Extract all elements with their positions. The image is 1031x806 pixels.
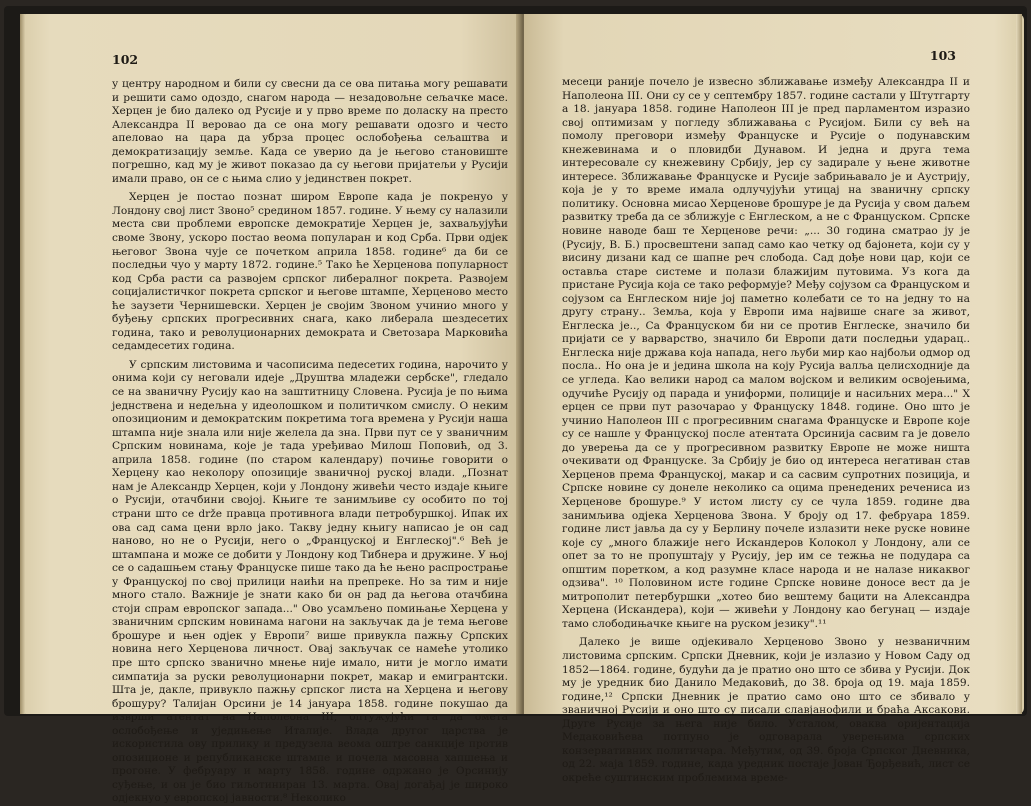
left-page-edge <box>20 14 25 714</box>
paragraph: Далеко је више одјекивало Херценово Звоно у незваничним листовима српским. Српски Дневник, који је излазио у Новом Саду од 1852—1864. године, будући да је пратио оно што се збива у Русији. Док му је уредник био Данило Медаковић, до 38. броја од 19. маја 1859. године,¹² Српски Дневник је пратио само оно што се збивало у званичној Русији и оно што су писали славјанофили и браћа Аксакови. Друге Русије за њега није било. Усталом, оваква оријентација Медаковићева потпуно је одговарала уверењима српских конзервативних политичара. Међутим, од 39. броја Српског Дневника, од 22. маја 1859. године, када уредник постаје Јован Ђорђевић, лист се окреће суштинским проблемима време- <box>562 636 970 784</box>
page-number: 102 <box>112 52 139 67</box>
paragraph: Херцен је постао познат широм Европе када је покренуо у Лондону свој лист Звоно⁵ средином 1857. године. У њему су налазили места сви проблеми европске демократије Херцен је, захваљујући своме Звону, ускоро постао веома популаран и код Срба. Први одјек његовог Звона чује се почетком априла 1858. године⁶ да би се последњи чуо у марту 1872. године.⁵ Тако ће Херценова популарност код Срба расти са развојем српског либералног покрета. Развојем социјалистичког покрета српског и његове штампе, Херценово место ће заузети Чернишевски. Херцен је својим Звоном учинио много у буђењу српских прогресивних снага, како либерала шездесетих година, тако и револуционарних демократа и Светозара Марковића седамдесетих година. <box>112 191 508 353</box>
left-page-text <box>112 78 508 806</box>
paragraph: У српским листовима и часописима педесетих година, нарочито у онима који су неговали идеје „Друштва младежи сербске", гледало се на званичну Русију као на заштитницу Словена. Русија је по њима једнствена и недељна у идеолошком и политичком смислу. О неким опозиционим и демократским покретима тога времена у Русији наша штампа није знала или није желела да зна. Први пут се у званичним Српским новинама, које је тада уређивао Милош Поповић, од 3. априла 1858. године (по старом календару) почиње говорити о Херцену као неколору опозиције званичној руској влади. „Познат нам је Александр Херцен, који у Лондону живећи често издаје књиге о Русији, отачбини својој. Књиге те занимљиве су особито по тој страни што се držе правца противнога влади петробуршкој. Ипак их ова сад сама цени врло јако. Такву једну књигу написао је он сад нанoво, но не о Русији, него о „Француској и Енглеској".⁶ Већ је штампана и може се добити у Лондону код Тибнера и дружине. У њој се о садашњем стању Француске пише тако да ће њено распрострање у Француској по свој прилици наићи на препреке. Но за тим и није много стало. Важније је знати како би он рад да његова отачбина стоји спрам европског запада..." Ово усамљено помињање Херцена у званичним српским новинама нагони на закључак да је тема његове брошуре и њен одјек у Европи⁷ више привукла пажњу Српских новина него Херценова личност. Овај закључак се намеће утолико пре што српско званично мнење није имало, нити је могло имати симпатија за руски револуционарни покрет, макар и емигрантски. Шта је, дакле, привукло пажњу српског листа на Херцена и његову брошуру? Талијан Орсини је 14 јануара 1858. године покушао да изврши атентат на Наполеона III, оптужујући га да омета ослобођење и уједињење Италије. Влада другог царства је искористила ову прилику и предузела веома оштре санкције против опозиционе и републиканске штампе и почела масовна хапшења и прогоне. У фебруару и марту 1858. године одржано је Орсинију суђење, и он је био гиљотиниран 13. марта. Овај догађај је широко одјекнуо у европској јавности.⁸ Неколико <box>112 358 508 805</box>
page-number: 103 <box>929 48 956 63</box>
right-page-edge <box>1016 14 1022 714</box>
paragraph: у центру народном и били су свесни да се ова питања могу решавати и решити само одоздо, снагом народа — незадовољне сељачке масе. Херцен је био далеко од Русије и у прво време по доласку на престо Александра II веровао да се она могу решавати одозго и често апеловао на цара да убрза процес ослобођења сељаштва и демократизацију земље. Када се уверио да је његово становиште погрешно, кад му је живот показао да су његови пријатељи у Русији имали право, он се с њима слио у јединствен покрет. <box>112 78 508 185</box>
right-page <box>524 14 1024 784</box>
open-book <box>4 6 1027 805</box>
right-page-text <box>562 76 970 785</box>
paragraph: месеци раније почело је извесно зближавање између Александра II и Наполеона III. Они су се у септембру 1857. године састали у Штутгарту а 18. јануара 1858. године Наполеон III је пред парламентом изразио свој оптимизам у погледу зближавања с Русијом. Били су већ на помолу преговори између Француске и Русије о подунавским кнежевинама и о пловидби Дунавом. И једна и друга тема интересовале су кнежевину Србију, јер су задирале у њене животне интересе. Зближавање Француске и Русије забрињавало је и Аустрију, која је у то време имала одлучујући утицај на званичну српску политику. Основна мисао Херценове брошуре је да Русија у свом даљем развитку треба да се зближује с Енглеском, а не с Француском. Српске новине наводе баш те Херценове речи: „... 30 година сматрао ју је (Русију, В. Б.) просвештени запад само као четку од бајонета, који су у висину дизани кад се шапне реч слобода. Сад дође нови цар, који се оставља старе системе и полази блажијим путовима. Уз кога да пристане Русија која се тако реформује? Међу сојузом са Француском и сојузом са Енглеском није јој паметно колебати се то на једну то на другу страну.. Земља, која у Европи има највише снаге за живот, Енглеска је.., Са Француском би ни се против Енглеске, значило би пријати се у варварство, значило би Европи дати последњи ударац.. Енглеска није држава која напада, него љуби мир као најбољи одмор од посла.. Но она је и једина школа на коју Русија валља целисходније да се угледа. Као велики народ са малом војском и великим освојењима, одучиће Русију од парада и униформи, полиције и насиљних мера..." Х ерцен се први пут разочарао у Француску 1848. године. Оно што је учинио Наполеон III с прогресивним снагама Француске и Европе које су се нашле у Француској после атентата Орсинија сасвим га је довело до уверења да се у прогресивном развитку Европе не може ништа очекивати од Француске. За Србију је био од интереса негативан став Херценов према Француској, макар и са сасвим супротних позиција, и Српске новине су донеле неколико са оцима пренедених речениса из Херценове брошуре.⁹ У истом листу су се чула 1859. године два занимљива одјека Херценова Звона. У броју од 17. фебруара 1859. године лист јавља да су у Берлину почеле излазити неке руске новине које су „много блажије него Искандеров Колокол у Лондону, али се опет за то не пропуштају у Русију, јер им се тежња не подудара са општим поретком, а код разумне класе народа и не налазе никаквог одзива". ¹⁰ Половином исте године Српске новине доносе вест да је митрополит петербуршки „хотео био вештему бацити на Александра Херцена (Искандера), који — живећи у Лондону као бегунац — издаје тамо слободињачке књиге на руском језику".¹¹ <box>562 76 971 630</box>
left-page <box>20 14 520 805</box>
